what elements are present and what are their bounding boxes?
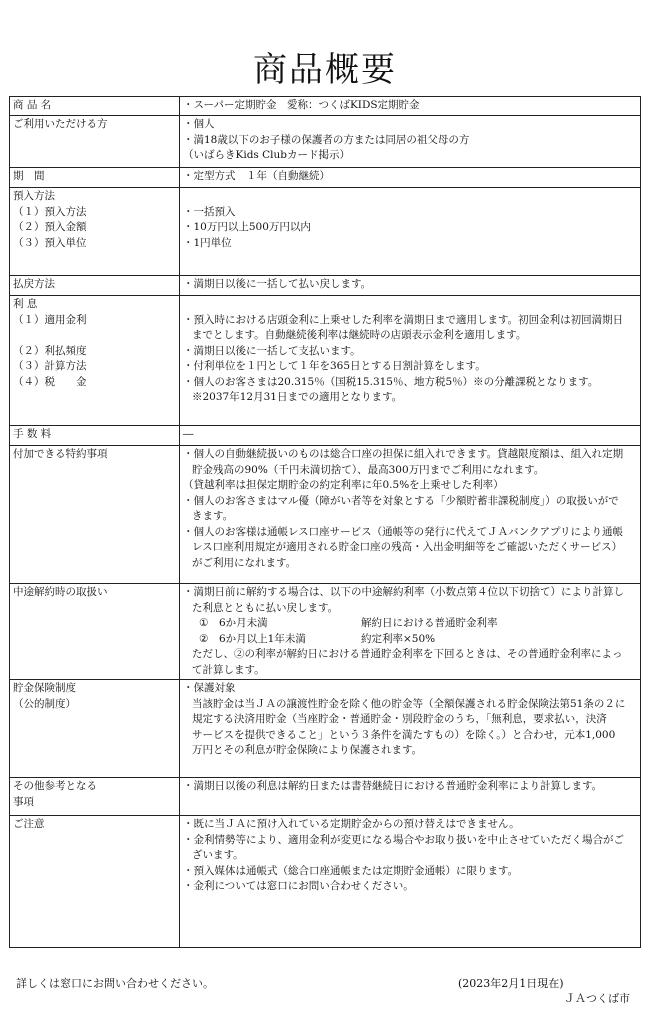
early-rate-no: ①: [199, 617, 209, 629]
row-term: [10, 168, 641, 188]
other-heading: 事項: [13, 795, 34, 808]
interest-tax-note: ※2037年12月31日までの適用となります。: [192, 391, 403, 403]
early-rate-row: [183, 632, 637, 648]
insurance-line: 万円とその利息が貯金保険により保護されます。: [192, 744, 423, 756]
early-intro: ・満期日前に解約する場合は、以下の中途解約利率（小数点第４位以下切捨て）により計算し: [183, 586, 624, 598]
notes-line: ・既に当ＪＡに預け入れている定期貯金からの預け替えはできません。: [183, 818, 520, 830]
notes-line: ・金利については窓口にお問い合わせください。: [183, 880, 414, 892]
label-fee: 手 数 料: [10, 426, 180, 446]
deposit-value: ・一括預入: [183, 205, 236, 218]
interest-rate-text: までとします。自動継続後利率は継続時の店頭表示金利を適用します。: [192, 329, 527, 341]
other-heading: その他参考となる: [13, 780, 97, 792]
early-note: ただし、②の利率が解約日における普通貯金利率を下回るときは、その普通貯金利率によっ: [192, 648, 623, 660]
row-early-termination: [10, 584, 641, 680]
value-insurance: [180, 680, 641, 778]
label-insurance: [10, 680, 180, 778]
deposit-value: ・10万円以上500万円以内: [183, 221, 311, 233]
notes-line: ・金利情勢等により、適用金利が変更になる場合やお取り扱いを中止させていただく場合がご: [183, 833, 624, 846]
row-other: [10, 778, 641, 816]
row-product: [10, 97, 641, 116]
value-term: ・定型方式 １年（自動継続）: [180, 168, 641, 188]
interest-sub-label: （１）適用金利: [13, 313, 87, 326]
row-refund: [10, 276, 641, 296]
interest-rate-text: ・預入時における店頭金利に上乗せした利率を満期日まで適用します。初回金利は初回満期日: [183, 313, 624, 326]
interest-calc: ・付利単位を１円として１年を365日とする日割計算をします。: [183, 360, 486, 372]
value-product: ・スーパー定期貯金 愛称：つくばKIDS定期貯金: [180, 97, 641, 116]
value-early-termination: [180, 584, 641, 680]
value-fee: ―: [180, 426, 641, 446]
value-interest: [180, 296, 641, 426]
interest-tax: ・個人のお客さまは20.315％（国税15.315％、地方税5％）※の分離課税となります。: [183, 375, 599, 388]
special-line: ・個人のお客さまはマル優（障がい者等を対象とする「少額貯蓄非課税制度」）の取扱いがで: [183, 494, 619, 507]
early-intro: た利息とともに払い戻します。: [192, 601, 339, 614]
label-special: 付加できる特約事項: [10, 446, 180, 584]
special-line: ・個人の自動継続扱いのものは総合口座の担保に組入れできます。貸越限度額は、組入れ定期: [183, 448, 624, 460]
deposit-sub-label: （２）預入金額: [13, 221, 87, 233]
special-line: 貯金残高の90%（千円未満切捨て）、最高300万円までご利用になれます。: [192, 463, 545, 476]
interest-frequency: ・満期日以後に一括して支払います。: [183, 344, 361, 357]
label-early-termination: 中途解約時の取扱い: [10, 584, 180, 680]
early-rate-period: 6か月以上1年未満: [219, 632, 306, 645]
label-eligible: ご利用いただける方: [10, 116, 180, 168]
special-line: （貸越利率は担保定期貯金の約定利率に年0.5%を上乗せした利率）: [183, 479, 504, 491]
deposit-sub-label: （３）預入単位: [13, 236, 87, 249]
special-line: レス口座利用規定が適用される貯金口座の残高・入出金明細等をご確認いただくサービス）: [192, 541, 623, 553]
value-notes: [180, 816, 641, 948]
label-notes: ご注意: [10, 816, 180, 948]
insurance-heading: 貯金保険制度: [13, 682, 76, 694]
row-fee: [10, 426, 641, 446]
early-rate-value: 約定利率×50%: [361, 632, 436, 645]
organization-name: ＪＡつくば市: [564, 992, 630, 1005]
insurance-line: サービスを提供できること」という３条件を満たすもの）を除く。）と合わせ，元本1,000: [192, 728, 616, 741]
row-eligible: [10, 116, 641, 168]
page-title: 商品概要: [253, 50, 397, 90]
early-note: て計算します。: [192, 663, 265, 676]
deposit-heading: 預入方法: [13, 190, 55, 202]
row-deposit: [10, 188, 641, 276]
contact-note: 詳しくは窓口にお問い合わせください。: [16, 977, 214, 990]
label-product: 商 品 名: [10, 97, 180, 116]
special-line: がご利用になれます。: [192, 556, 297, 569]
early-rate-no: ②: [199, 632, 209, 645]
insurance-line: 当該貯金は当ＪＡの譲渡性貯金を除く他の貯金等（全額保護される貯金保険法第51条の２に: [192, 697, 626, 710]
insurance-line: 規定する決済用貯金（当座貯金・普通貯金・別段貯金のうち，「無利息，要求払い，決済: [192, 713, 607, 725]
deposit-sub-label: （１）預入方法: [13, 205, 87, 218]
product-summary-table: [9, 96, 641, 948]
value-deposit: [180, 188, 641, 276]
label-term: 期 間: [10, 168, 180, 188]
row-notes: [10, 816, 641, 948]
special-line: ・個人のお客様は通帳レス口座サービス（通帳等の発行に代えてＪＡバンクアプリにより通帳: [183, 525, 624, 538]
row-insurance: [10, 680, 641, 778]
deposit-value: ・1円単位: [183, 236, 232, 249]
eligible-line: （いばらきKids Clubカード掲示）: [183, 149, 351, 161]
interest-heading: 利 息: [13, 298, 38, 310]
label-deposit: [10, 188, 180, 276]
early-rate-value: 解約日における普通貯金利率: [361, 617, 498, 629]
eligible-line: ・満18歳以下のお子様の保護者の方または同居の祖父母の方: [183, 133, 470, 146]
as-of-date: (2023年2月1日現在): [458, 977, 564, 990]
early-rate-row: [183, 616, 637, 632]
eligible-line: ・個人: [183, 118, 215, 130]
notes-line: ざいます。: [192, 849, 244, 861]
row-special: [10, 446, 641, 584]
special-line: きます。: [192, 510, 234, 522]
interest-sub-label: （４）税 金: [13, 375, 87, 388]
value-special: [180, 446, 641, 584]
interest-sub-label: （３）計算方法: [13, 360, 87, 372]
early-rate-period: 6か月未満: [219, 617, 268, 629]
insurance-line: ・保護対象: [183, 682, 236, 694]
row-interest: [10, 296, 641, 426]
label-interest: [10, 296, 180, 426]
notes-line: ・預入媒体は通帳式（総合口座通帳または定期貯金通帳）に限ります。: [183, 864, 519, 877]
value-refund: ・満期日以後に一括して払い戻します。: [180, 276, 641, 296]
interest-sub-label: （２）利払頻度: [13, 344, 87, 357]
label-refund: 払戻方法: [10, 276, 180, 296]
value-other: ・満期日以後の利息は解約日または書替継続日における普通貯金利率により計算します。: [180, 778, 641, 816]
label-other: [10, 778, 180, 816]
value-eligible: [180, 116, 641, 168]
insurance-sub-heading: （公的制度）: [13, 697, 76, 710]
